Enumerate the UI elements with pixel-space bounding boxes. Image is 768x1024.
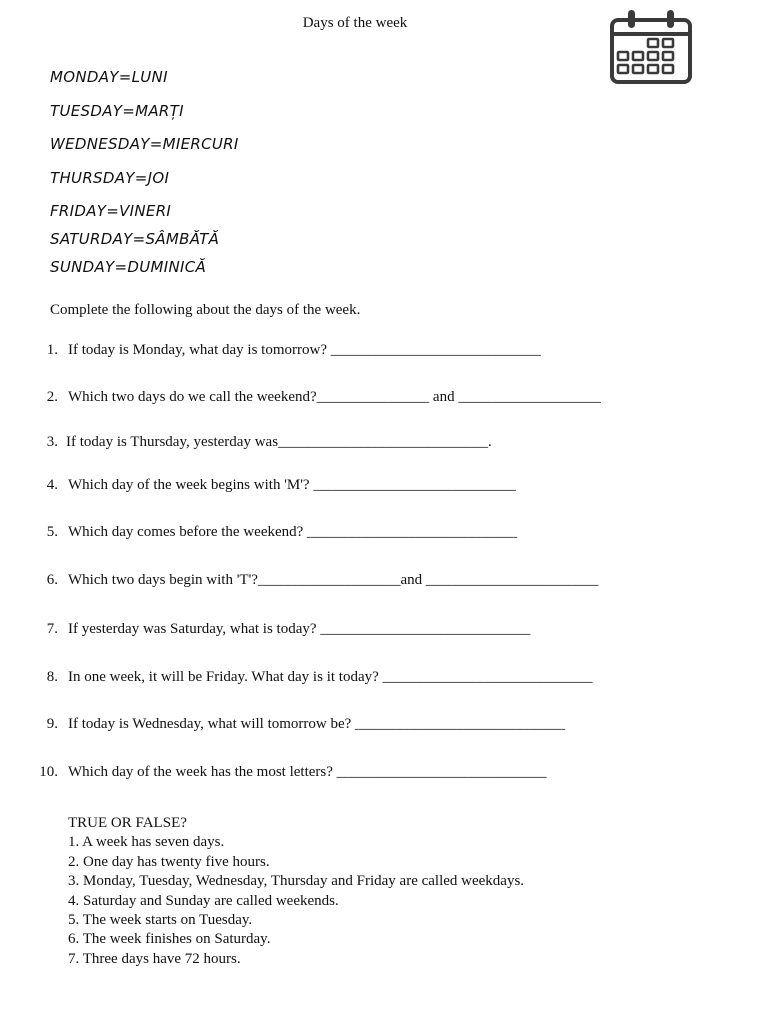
question-number: 3. [46,434,58,450]
true-false-item-6: 6. The week finishes on Saturday. [68,931,271,948]
true-false-section [68,814,524,969]
true-false-item-4: 4. Saturday and Sunday are called weekends. [68,892,339,909]
question-text: Which day of the week begins with 'M'? ___________________________ [68,477,516,493]
vocab-wednesday: WEDNESDAY=MIERCURI [50,135,239,153]
question-number: 9. [46,716,58,732]
question-number: 5. [46,524,58,540]
vocab-friday: FRIDAY=VINERI [50,202,172,220]
question-text: If today is Monday, what day is tomorrow? ____________________________ [68,342,541,358]
true-false-item-3: 3. Monday, Tuesday, Wednesday, Thursday and Friday are called weekdays. [68,873,525,890]
instruction-text: Complete the following about the days of the week. [50,302,361,318]
question-number: 6. [46,572,58,588]
true-false-item-7: 7. Three days have 72 hours. [68,950,241,967]
true-false-item-5: 5. The week starts on Tuesday. [68,912,253,929]
question-text: Which day of the week has the most letters? ____________________________ [68,764,547,780]
question-number: 4. [46,477,58,493]
question-number: 1. [46,342,58,358]
question-number: 10. [39,764,58,780]
question-text: Which two days do we call the weekend?_______________ and ___________________ [68,389,601,405]
true-false-item-2: 2. One day has twenty five hours. [68,853,270,870]
question-number: 8. [46,669,58,685]
question-text: Which two days begin with 'T'?___________________and _______________________ [68,572,599,588]
question-number: 2. [46,389,58,405]
page-title: Days of the week [302,15,408,31]
vocab-saturday: SATURDAY=SÂMBĂTĂ [50,230,220,248]
vocab-sunday: SUNDAY=DUMINICĂ [50,258,207,276]
true-false-heading: TRUE OR FALSE? [68,815,187,831]
vocab-thursday: THURSDAY=JOI [50,169,170,187]
calendar-icon [606,8,696,86]
true-false-item-1: 1. A week has seven days. [68,834,225,851]
vocab-tuesday: TUESDAY=MARȚI [50,102,184,120]
question-text: If today is Wednesday, what will tomorrow be? ____________________________ [68,716,566,732]
question-text: If today is Thursday, yesterday was____________________________. [66,434,492,450]
question-text: If yesterday was Saturday, what is today? ____________________________ [68,621,531,637]
question-number: 7. [46,621,58,637]
question-text: In one week, it will be Friday. What day is it today? ____________________________ [68,669,593,685]
vocab-monday: MONDAY=LUNI [50,68,168,86]
question-text: Which day comes before the weekend? ____________________________ [68,524,518,540]
